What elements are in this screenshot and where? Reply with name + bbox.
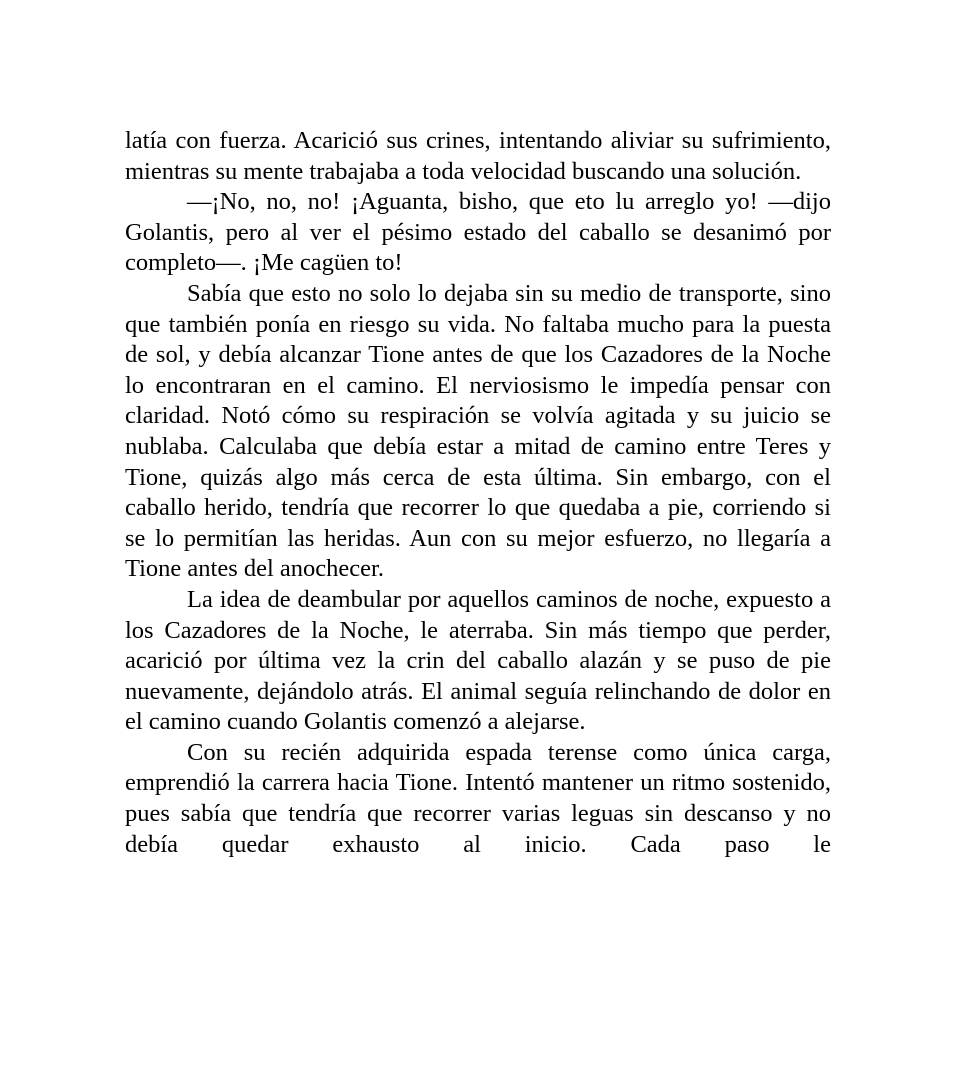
paragraph-2: —¡No, no, no! ¡Aguanta, bisho, que eto lu arreglo yo! —dijo Golantis, pero al ver el pésimo estado del caballo se desanimó por completo—. ¡Me cagüen to!: [125, 188, 831, 277]
document-page: [125, 126, 831, 860]
paragraph-4: La idea de deambular por aquellos caminos de noche, expuesto a los Cazadores de la Noche, le aterraba. Sin más tiempo que perder, acarició por última vez la crin del caballo alazán y se puso de pie nuevamente, dejándolo atrás. El animal seguía relinchando de dolor en el camino cuando Golantis comenzó a alejarse.: [125, 585, 831, 736]
paragraph-5: Con su recién adquirida espada terense como única carga, emprendió la carrera hacia Tione. Intentó mantener un ritmo sostenido, pues sabía que tendría que recorrer varias leguas sin descanso y no debía quedar exhausto al inicio. Cada paso le: [125, 738, 831, 858]
paragraph-3: Sabía que esto no solo lo dejaba sin su medio de transporte, sino que también ponía en riesgo su vida. No faltaba mucho para la puesta de sol, y debía alcanzar Tione antes de que los Cazadores de la Noche lo encontraran en el camino. El nerviosismo le impedía pensar con claridad. Notó cómo su respiración se volvía agitada y su juicio se nublaba. Calculaba que debía estar a mitad de camino entre Teres y Tione, quizás algo más cerca de esta última. Sin embargo, con el caballo herido, tendría que recorrer lo que quedaba a pie, corriendo si se lo permitían las heridas. Aun con su mejor esfuerzo, no llegaría a Tione antes del anochecer.: [125, 279, 831, 583]
paragraph-1: latía con fuerza. Acarició sus crines, intentando aliviar su sufrimiento, mientras su mente trabajaba a toda velocidad buscando una solución.: [125, 127, 831, 185]
